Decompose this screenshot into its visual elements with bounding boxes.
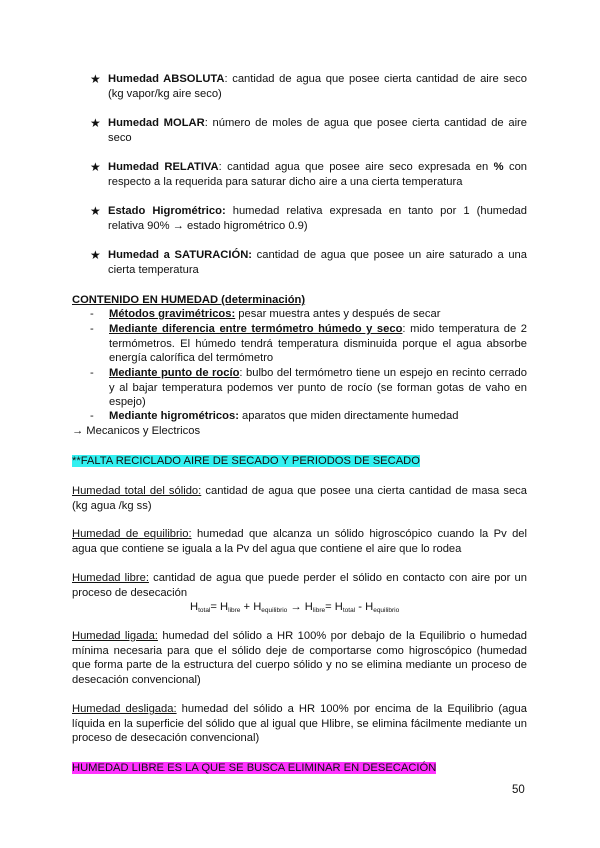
paragraph-text: humedad que alcanza un sólido higroscópico cuando la Pv del agua que contiene se iguala a la Pv del agua que contiene el aire que lo rodea	[72, 528, 527, 555]
term: Humedad libre:	[72, 572, 149, 584]
formula-operator: =	[325, 601, 332, 613]
definition-humedad-molar	[90, 116, 527, 145]
formula-subscript: libre	[228, 607, 241, 614]
percent-sign: %	[493, 161, 504, 173]
definition-humedad-absoluta	[90, 72, 527, 101]
definition-text: : cantidad agua que posee aire seco expresada en	[218, 161, 494, 173]
arrow-line: → Mecanicos y Electricos	[72, 425, 201, 437]
formula-subscript: equilibrio	[261, 607, 288, 614]
term: Humedad de equilibrio:	[72, 528, 192, 540]
term: Mediante punto de rocío	[109, 367, 240, 379]
paragraph-humedad-total	[72, 484, 527, 513]
term: Mediante diferencia entre termómetro húmedo y seco	[109, 323, 403, 335]
paragraph-text: humedad del sólido a HR 100% por encima de la Equilibrio (agua líquida en la superficie del sólido que al igual que Hlibre, se elimina fácilmente mediante un proceso de desecación convencional)	[72, 703, 528, 745]
formula-symbol: H	[253, 601, 262, 613]
list-item-termometro	[90, 322, 527, 366]
star-bullet-icon: ★	[90, 116, 101, 130]
paragraph-text: cantidad de agua que puede perder el sólido en contacto con aire por un proceso de desecación	[72, 572, 527, 599]
definition-humedad-saturacion	[90, 248, 527, 277]
dash-bullet: -	[90, 308, 94, 320]
definition-text-continued: con respecto a la requerida para saturar dicho aire a una cierta temperatura	[108, 161, 528, 188]
item-text: pesar muestra antes y después de secar	[235, 308, 441, 320]
term: Humedad a SATURACIÓN:	[108, 249, 253, 261]
formula-subscript: libre	[312, 607, 326, 614]
paragraph-humedad-equilibrio	[72, 527, 527, 556]
contenido-heading	[72, 293, 527, 308]
star-bullet-icon: ★	[90, 204, 101, 218]
term: Métodos gravimétricos:	[109, 308, 236, 320]
term: Humedad ABSOLUTA	[108, 73, 225, 85]
term: Humedad desligada:	[72, 703, 177, 715]
definition-estado-higrometrico	[90, 204, 527, 233]
paragraph-text: cantidad de agua que posee una cierta cantidad de masa seca (kg agua /kg ss)	[72, 485, 527, 512]
term: Estado Higrométrico:	[108, 205, 226, 217]
term: Humedad ligada:	[72, 630, 158, 642]
list-item-gravimetricos	[90, 307, 527, 322]
list-item-punto-rocio	[90, 366, 527, 410]
term: Mediante higrométricos:	[109, 410, 239, 422]
definition-humedad-relativa	[90, 160, 527, 189]
term: Humedad RELATIVA	[108, 161, 219, 173]
highlight-note-magenta	[72, 761, 527, 776]
highlighted-text: HUMEDAD LIBRE ES LA QUE SE BUSCA ELIMINAR EN DESECACIÓN	[72, 762, 437, 774]
formula-subscript: total	[198, 607, 211, 614]
item-text: aparatos que miden directamente humedad	[238, 410, 459, 422]
paragraph-humedad-ligada	[72, 629, 527, 687]
humedad-formula	[190, 600, 399, 619]
heading-text: CONTENIDO EN HUMEDAD (determinación)	[72, 294, 306, 306]
formula-symbol: H	[365, 601, 374, 613]
definition-text: humedad relativa expresada en tanto por 1 (humedad relativa 90% → estado higrométrico 0.9)	[108, 205, 527, 232]
highlight-note-cyan	[72, 454, 527, 469]
list-item-higrometricos	[90, 409, 527, 424]
formula-operator: -	[355, 601, 366, 613]
term: Humedad total del sólido:	[72, 485, 202, 497]
formula-symbol: H	[190, 601, 199, 613]
formula-symbol: H	[304, 601, 313, 613]
highlighted-text: **FALTA RECICLADO AIRE DE SECADO Y PERIODOS DE SECADO	[72, 455, 420, 467]
page-number: 50	[512, 784, 525, 796]
definition-text: : número de moles de agua que posee cierta cantidad de aire seco	[108, 117, 527, 144]
formula-symbol: H	[334, 601, 343, 613]
dash-bullet: -	[90, 367, 94, 379]
definition-text: cantidad de agua que posee un aire saturado a una cierta temperatura	[108, 249, 527, 276]
paragraph-humedad-libre	[72, 571, 527, 600]
star-bullet-icon: ★	[90, 248, 101, 262]
formula-operator: =	[210, 601, 217, 613]
item-text: : bulbo del termómetro tiene un espejo en recinto cerrado y al bajar temperatura podemos ver punto de rocío (se forman gotas de vaho en espejo)	[109, 367, 527, 409]
star-bullet-icon: ★	[90, 160, 101, 174]
formula-arrow: →	[287, 601, 305, 613]
formula-operator: +	[240, 601, 254, 613]
dash-bullet: -	[90, 323, 94, 335]
definition-text: : cantidad de agua que posee cierta cantidad de aire seco (kg vapor/kg aire seco)	[108, 73, 527, 100]
formula-subscript: equilibrio	[373, 607, 400, 614]
dash-bullet: -	[90, 410, 94, 422]
star-bullet-icon: ★	[90, 72, 101, 86]
paragraph-humedad-desligada	[72, 702, 527, 746]
formula-symbol: H	[220, 601, 229, 613]
formula-subscript: total	[342, 607, 356, 614]
term: Humedad MOLAR	[108, 117, 205, 129]
item-text: : mido temperatura de 2 termómetros. El húmedo tendrá temperatura disminuida porque el agua absorbe energía calorífica del termómetro	[109, 323, 527, 365]
paragraph-text: humedad del sólido a HR 100% por debajo de la Equilibrio o humedad mínima necesaria para que el sólido deje de comportarse como higroscópico (humedad que forma parte de la estructura del cuerpo sólido y no se elimina mediante un proceso de desecación convencional)	[72, 630, 527, 686]
